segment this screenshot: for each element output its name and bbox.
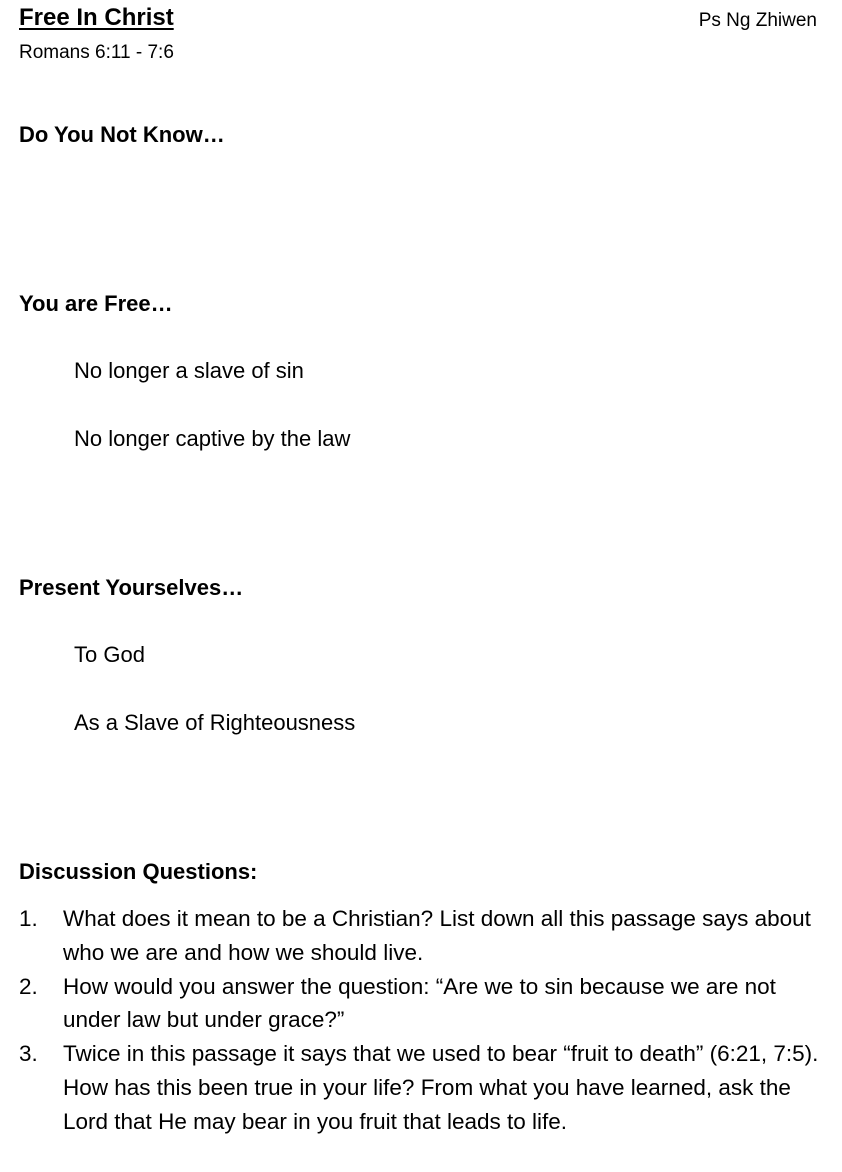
page-title: Free In Christ (19, 4, 174, 31)
discussion-question (19, 1037, 829, 1138)
point-to-god: To God (74, 642, 145, 667)
point-no-longer-captive: No longer captive by the law (74, 426, 351, 451)
point-no-longer-slave: No longer a slave of sin (74, 358, 304, 383)
discussion-questions-list (19, 902, 829, 1139)
question-text: What does it mean to be a Christian? List down all this passage says about who we are and how we should live. (63, 906, 811, 965)
speaker-name: Ps Ng Zhiwen (698, 10, 817, 31)
point-slave-of-righteousness: As a Slave of Righteousness (74, 710, 356, 735)
discussion-heading: Discussion Questions: (19, 859, 258, 884)
question-text: Twice in this passage it says that we used to bear “fruit to death” (6:21, 7:5). How has this been true in your life? From what you have learned, ask the Lord that He may bear in you fruit that leads to life. (63, 1041, 819, 1134)
section-heading-you-are-free: You are Free… (19, 291, 173, 316)
scripture-reference: Romans 6:11 - 7:6 (19, 42, 174, 63)
discussion-question (19, 970, 829, 1038)
discussion-question (19, 902, 829, 970)
question-number: 3. (19, 1041, 38, 1067)
section-heading-present-yourselves: Present Yourselves… (19, 575, 244, 600)
question-text: How would you answer the question: “Are we to sin because we are not under law but under grace?” (63, 973, 776, 1033)
question-number: 2. (19, 973, 38, 999)
question-number: 1. (19, 906, 38, 931)
section-heading-do-you-not-know: Do You Not Know… (19, 122, 225, 147)
